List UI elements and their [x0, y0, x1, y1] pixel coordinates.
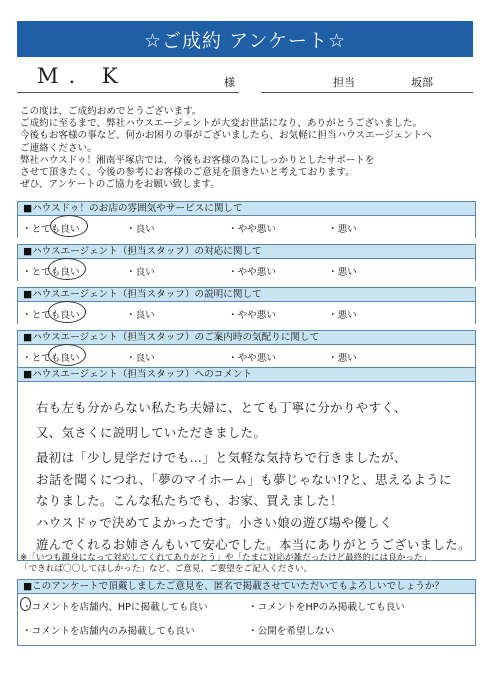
section-header-comment: ■ハウスエージェント（担当スタッフ）へのコメント	[17, 367, 476, 382]
intro-line: ぜひ、アンケートのご協力をお願い致します。	[20, 179, 220, 191]
rating-row-agent-explanation	[17, 302, 476, 324]
option-somewhat-bad[interactable]: ・やや悪い	[228, 224, 276, 235]
option-good[interactable]: ・良い	[126, 224, 155, 235]
name-underline	[17, 92, 239, 93]
option-very-good[interactable]: ・とても良い	[22, 224, 80, 235]
intro-text	[20, 106, 476, 191]
comment-line: ハウスドゥで決めてよかったです。小さい娘の遊び場や優しく	[36, 515, 393, 530]
rating-row-store	[17, 216, 476, 238]
option-somewhat-bad[interactable]: ・やや悪い	[228, 310, 276, 321]
comment-line: お話を聞くにつれ、「夢のマイホーム」も夢じゃない!?と、思えるように	[36, 472, 452, 487]
comment-line: 遊んでくれるお姉さんもいて安心でした。本当にありがとうございました。	[36, 537, 471, 552]
selected-circle-mark	[48, 301, 86, 323]
section-header-agent-response: ■ハウスエージェント（担当スタッフ）の対応に関して	[17, 244, 476, 259]
option-good[interactable]: ・良い	[126, 267, 155, 278]
selected-circle-mark	[50, 215, 88, 237]
option-very-good[interactable]: ・とても良い	[22, 310, 80, 321]
selected-circle-mark	[48, 344, 86, 366]
option-bad[interactable]: ・悪い	[328, 310, 357, 321]
tanto-name: 坂部	[411, 76, 433, 89]
option-somewhat-bad[interactable]: ・やや悪い	[228, 353, 276, 364]
survey-title: ☆ご成約 アンケート☆	[17, 21, 473, 57]
section-header-agent-explanation: ■ハウスエージェント（担当スタッフ）の説明に関して	[17, 287, 476, 302]
intro-line: ご連絡ください。	[20, 142, 97, 154]
option-good[interactable]: ・良い	[126, 353, 155, 364]
comment-line: 右も左も分からない私たち夫婦に、とても丁寧に分かりやすく、	[36, 400, 407, 415]
customer-name: M. K	[37, 64, 128, 88]
note-line: ※「いつも親身になって対応してくれてありがとう」や「たまに対応が雑だったけど最終的には良かった」	[20, 553, 432, 563]
selected-circle-mark	[20, 597, 31, 611]
option-store-and-hp[interactable]: ・コメントを店舗内、HPに掲載しても良い	[22, 602, 208, 613]
option-bad[interactable]: ・悪い	[328, 267, 357, 278]
note-line: 「できれば〇〇してほしかった」など、ご意見、ご要望をご記入ください。	[20, 564, 313, 574]
intro-line: この度は、ご成約おめでとうございます。	[20, 106, 202, 117]
section-header-publish: ■このアンケートで頂戴しましたご意見を、匿名で掲載させていただいてもよろしいでしょうか？	[17, 579, 476, 594]
comment-line: 最初は「少し見学だけでも…」と気軽な気持ちで行きましたが、	[36, 450, 407, 465]
rating-row-agent-care	[17, 345, 476, 367]
section-header-store: ■ハウスドゥ！のお店の雰囲気やサービスに関して	[17, 201, 476, 216]
publish-options-box	[17, 594, 476, 646]
rating-row-agent-response	[17, 259, 476, 281]
option-hp-only[interactable]: ・コメントをHPのみ掲載しても良い	[248, 602, 405, 613]
intro-line: 今後もお客様の事など、何かお困りの事がございましたら、お気軽に担当ハウスエージェントへ	[20, 130, 432, 142]
honorific-label: 様	[224, 76, 235, 89]
option-very-good[interactable]: ・とても良い	[22, 267, 80, 278]
comment-line: なりました。こんな私たちでも、お家、買えました！	[36, 493, 343, 508]
option-good[interactable]: ・良い	[126, 310, 155, 321]
selected-circle-mark	[48, 258, 86, 280]
intro-line: ご成約に至るまで、弊社ハウスエージェントが大変お世話になり、ありがとうございました。	[20, 118, 423, 130]
customer-row	[17, 64, 473, 94]
option-bad[interactable]: ・悪い	[328, 224, 357, 235]
tanto-underline	[261, 92, 473, 93]
section-header-agent-care: ■ハウスエージェント（担当スタッフ）のご案内時の気配りに関して	[17, 330, 476, 345]
option-no-publish[interactable]: ・公開を希望しない	[248, 626, 335, 637]
option-bad[interactable]: ・悪い	[328, 353, 357, 364]
option-very-good[interactable]: ・とても良い	[22, 353, 80, 364]
comment-line: 又、気さくに説明していただきました。	[36, 425, 267, 440]
tanto-label: 担当	[333, 76, 355, 89]
option-somewhat-bad[interactable]: ・やや悪い	[228, 267, 276, 278]
intro-line: 弊社ハウスドゥ！湘南平塚店では、今後もお客様の為にしっかりとしたサポートを	[20, 154, 375, 166]
intro-line: させて頂きたく、今後の参考にお客様のご意見を頂きたいと考えております。	[20, 167, 355, 179]
option-store-only[interactable]: ・コメントを店舗内のみ掲載しても良い	[22, 626, 195, 637]
